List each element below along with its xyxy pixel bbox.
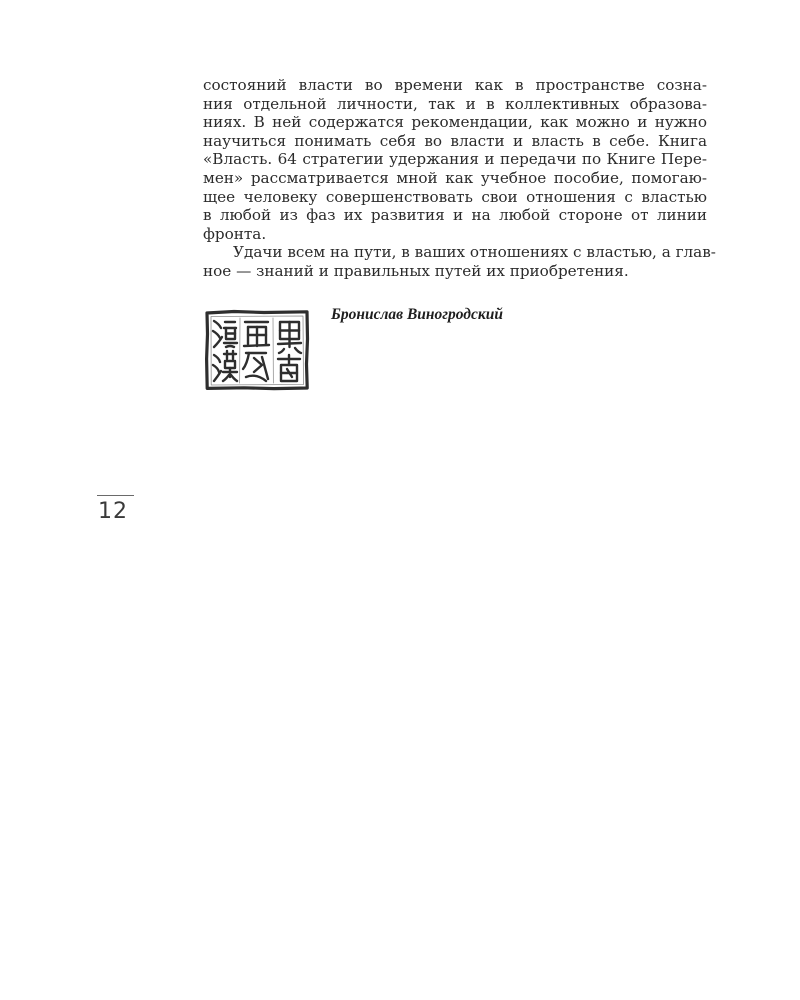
text-line: состояний власти во времени как в пространстве созна- (203, 76, 707, 94)
text-line: Удачи всем на пути, в ваших отношениях с властью, а глав- (233, 243, 716, 262)
text-line: мен» рассматривается мной как учебное пособие, помогаю- (203, 168, 707, 187)
text-line: ниях. В ней содержатся рекомендации, как можно и нужно (203, 113, 707, 132)
text-line: ния отдельной личности, так и в коллективных образова- (203, 94, 707, 113)
text-line: щее человеку совершенствовать свои отношения с властью (203, 187, 707, 206)
body-text (203, 76, 716, 281)
text-line: ное — знаний и правильных путей их приобретения. (203, 261, 629, 280)
page-number: 12 (98, 499, 128, 524)
chinese-seal-stamp-icon (204, 309, 310, 391)
text-line: научиться понимать себя во власти и власть в себе. Книга (203, 131, 707, 150)
page-number-rule (97, 495, 134, 496)
text-line: «Власть. 64 стратегии удержания и передачи по Книге Пере- (203, 150, 707, 169)
text-line: фронта. (203, 224, 267, 243)
author-signature: Бронислав Виногродский (331, 306, 503, 323)
text-line: в любой из фаз их развития и на любой стороне от линии (203, 206, 707, 225)
